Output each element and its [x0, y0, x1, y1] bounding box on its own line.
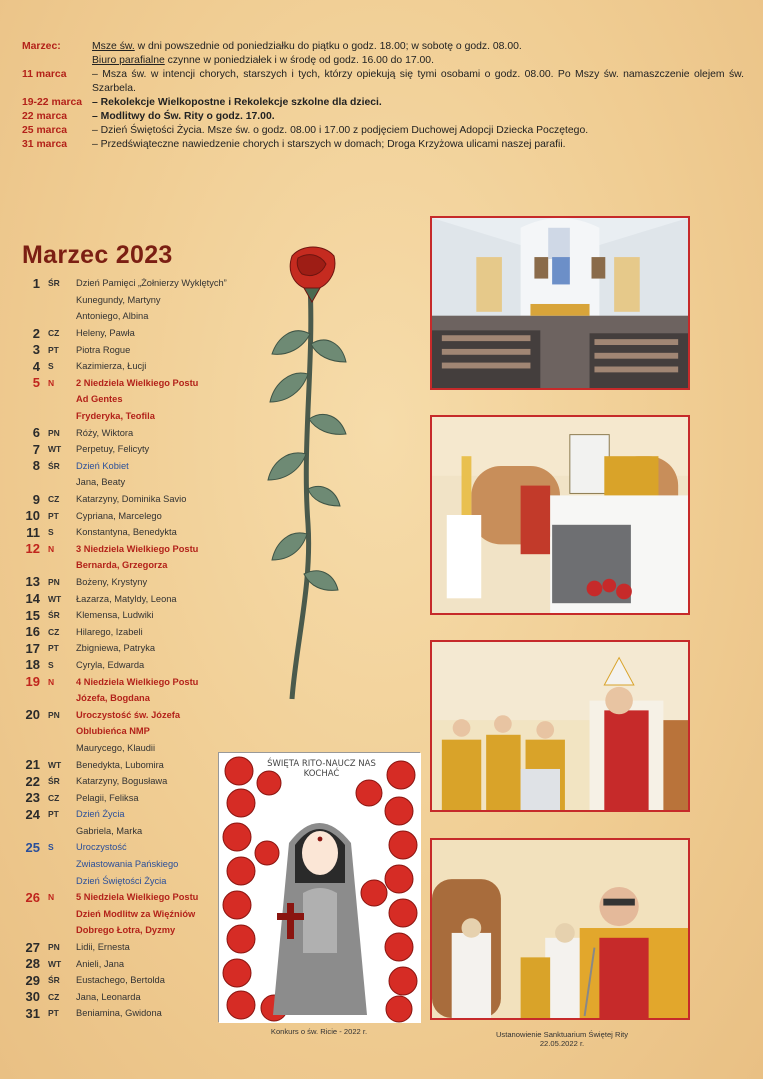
weekday: WT — [48, 958, 62, 969]
weekday: PT — [48, 643, 59, 654]
calendar-row — [22, 706, 282, 723]
calendar-row — [22, 275, 282, 292]
day-text: Katarzyny, Dominika Savio — [76, 494, 187, 505]
notice-date: 25 marca — [22, 125, 68, 136]
notice-body: – Rekolekcje Wielkopostne i Rekolekcje szkolne dla dzieci. — [92, 97, 382, 108]
notice-row — [22, 40, 744, 54]
notice-body: – Msza św. w intencji chorych, starszych i tych, którzy opiekują się tymi osobami o godz. 08.00. Po Mszy św. namaszczenie olejem św. Szarbela. — [92, 69, 744, 94]
day-text: Józefa, Bogdana — [76, 693, 150, 704]
caption-sanctuary-date: 22.05.2022 r. — [539, 1039, 585, 1048]
weekday: ŚR — [48, 975, 60, 986]
day-text: 2 Niedziela Wielkiego Postu — [76, 377, 199, 388]
weekday: N — [48, 377, 55, 388]
weekday: PN — [48, 576, 60, 587]
notice-body: czynne w poniedziałek i w środę od godz. 16.00 do 17.00. — [164, 55, 434, 66]
photo-priest-preaching — [430, 640, 690, 812]
weekday: S — [48, 659, 54, 670]
day-number: 31 — [25, 1005, 40, 1021]
day-text: Kazimierza, Łucji — [76, 361, 147, 372]
day-number: 28 — [25, 956, 40, 972]
notice-row — [22, 110, 744, 124]
weekday: CZ — [48, 626, 60, 637]
calendar-row — [22, 325, 282, 342]
notice-text — [92, 124, 744, 138]
calendar-row — [22, 491, 282, 508]
day-text: Perpetuy, Felicyty — [76, 444, 150, 455]
day-text: Dzień Życia — [76, 809, 125, 820]
weekday: S — [48, 842, 54, 853]
notice-row — [22, 68, 744, 96]
weekday: ŚR — [48, 776, 60, 787]
weekday: PN — [48, 427, 60, 438]
weekday: CZ — [48, 494, 60, 505]
day-text: Bożeny, Krystyny — [76, 576, 148, 587]
weekday: N — [48, 892, 55, 903]
day-text: Bernarda, Grzegorza — [76, 560, 168, 571]
day-number: 3 — [32, 342, 40, 358]
notice-date: 11 marca — [22, 69, 67, 80]
day-number: 21 — [25, 757, 40, 773]
weekday: ŚR — [48, 278, 60, 289]
weekday: CZ — [48, 991, 60, 1002]
calendar-row — [22, 541, 282, 558]
day-text: Pelagii, Feliksa — [76, 792, 139, 803]
day-number: 23 — [25, 790, 40, 806]
notice-label: Biuro parafialne — [92, 55, 165, 66]
day-text: Gabriela, Marka — [76, 825, 143, 836]
day-number: 29 — [25, 972, 40, 988]
day-text: Benedykta, Lubomira — [76, 759, 164, 770]
notice-date: 22 marca — [22, 111, 68, 122]
day-number: 17 — [25, 640, 40, 656]
day-number: 19 — [25, 674, 40, 690]
day-text: Jana, Leonarda — [76, 991, 141, 1002]
notice-text — [92, 40, 744, 54]
day-number: 25 — [25, 839, 40, 855]
photo-priest-at-microphone — [430, 838, 690, 1020]
weekday: WT — [48, 593, 62, 604]
day-text: Zbigniewa, Patryka — [76, 643, 156, 654]
day-number: 20 — [25, 707, 40, 723]
weekday: PN — [48, 709, 60, 720]
day-number: 1 — [32, 275, 40, 291]
weekday: S — [48, 361, 54, 372]
drawing-caption-text: ŚWIĘTA RITO-NAUCZ NAS KOCHAĆ — [267, 759, 376, 779]
notice-row — [22, 54, 744, 68]
calendar-row — [22, 391, 282, 408]
calendar-row — [22, 358, 282, 375]
calendar-row — [22, 341, 282, 358]
notice-label: Msze św. — [92, 41, 135, 52]
day-text: Lidii, Ernesta — [76, 942, 130, 953]
day-text: Kunegundy, Martyny — [76, 294, 161, 305]
notice-body: – Dzień Świętości Życia. Msze św. o godz. 08.00 i 17.00 z podjęciem Duchowej Adopcji Dziecka Poczętego. — [92, 125, 589, 136]
calendar-row — [22, 723, 282, 740]
notice-date: Marzec: — [22, 41, 61, 52]
notice-text — [92, 138, 744, 152]
day-text: Fryderyka, Teofila — [76, 411, 155, 422]
day-number: 13 — [25, 574, 40, 590]
day-text: Dzień Modlitw za Więźniów — [76, 908, 196, 919]
calendar-row — [22, 441, 282, 458]
day-number: 15 — [25, 607, 40, 623]
day-text: Piotra Rogue — [76, 344, 131, 355]
day-number: 10 — [25, 508, 40, 524]
day-number: 11 — [26, 524, 40, 540]
day-text: Róży, Wiktora — [76, 427, 134, 438]
notice-date — [22, 54, 92, 68]
day-number: 12 — [25, 541, 40, 557]
day-text: 4 Niedziela Wielkiego Postu — [76, 676, 199, 687]
day-text: Dobrego Łotra, Dyzmy — [76, 925, 176, 936]
day-text: Ad Gentes — [76, 394, 123, 405]
notice-text — [92, 68, 744, 96]
day-text: Maurycego, Klaudii — [76, 742, 156, 753]
weekday: ŚR — [48, 460, 60, 471]
calendar-row — [22, 375, 282, 392]
weekday: CZ — [48, 792, 60, 803]
weekday: WT — [48, 444, 62, 455]
day-text: Cypriana, Marcelego — [76, 510, 162, 521]
notice-date: 31 marca — [22, 139, 68, 150]
photo-bishop-with-document — [430, 415, 690, 615]
notice-text — [92, 96, 744, 110]
notice-body: – Przedświąteczne nawiedzenie chorych i starszych w domach; Droga Krzyżowa ulicami naszej parafii. — [92, 139, 566, 150]
day-number: 4 — [32, 358, 40, 374]
day-text: Uroczystość św. Józefa — [76, 709, 181, 720]
day-number: 18 — [25, 657, 40, 673]
weekday: PN — [48, 942, 60, 953]
day-number: 22 — [25, 773, 40, 789]
day-text: Beniamina, Gwidona — [76, 1008, 162, 1019]
weekday: ŚR — [48, 610, 60, 621]
notice-text — [92, 110, 744, 124]
weekday: WT — [48, 759, 62, 770]
calendar-row — [22, 657, 282, 674]
day-text: Dzień Pamięci „Żołnierzy Wyklętych” — [76, 278, 227, 289]
notice-text — [92, 54, 744, 68]
weekday: PT — [48, 510, 59, 521]
day-number: 30 — [25, 989, 40, 1005]
caption-sanctuary-title: Ustanowienie Sanktuarium Świętej Rity — [495, 1030, 629, 1039]
caption-contest: Konkurs o św. Ricie - 2022 r. — [270, 1027, 368, 1036]
weekday: N — [48, 543, 55, 554]
calendar-row — [22, 408, 282, 425]
day-text: Antoniego, Albina — [76, 311, 149, 322]
weekday: N — [48, 676, 55, 687]
day-text: Oblubieńca NMP — [76, 726, 150, 737]
day-text: Uroczystość — [76, 842, 127, 853]
calendar-row — [22, 308, 282, 325]
calendar-row — [22, 458, 282, 475]
calendar-row — [22, 623, 282, 640]
calendar-row — [22, 557, 282, 574]
weekday: PT — [48, 809, 59, 820]
day-text: 3 Niedziela Wielkiego Postu — [76, 543, 199, 554]
notice-date: 19-22 marca — [22, 97, 83, 108]
calendar-row — [22, 590, 282, 607]
rita-drawing — [218, 752, 420, 1022]
notice-row — [22, 96, 744, 110]
day-text: Katarzyny, Bogusława — [76, 776, 168, 787]
notice-body: w dni powszednie od poniedziałku do piątku o godz. 18.00; w sobotę o godz. 08.00. — [134, 41, 522, 52]
day-text: Heleny, Pawła — [76, 328, 135, 339]
day-text: Konstantyna, Benedykta — [76, 527, 177, 538]
day-number: 6 — [32, 425, 40, 441]
calendar-row — [22, 640, 282, 657]
rose-icon — [262, 244, 352, 704]
month-title: Marzec 2023 — [22, 241, 173, 269]
day-number: 14 — [25, 591, 40, 607]
day-text: Hilarego, Izabeli — [76, 626, 143, 637]
day-text: Dzień Kobiet — [76, 460, 129, 471]
calendar-row — [22, 607, 282, 624]
day-number: 8 — [32, 458, 40, 474]
calendar-row — [22, 292, 282, 309]
day-number: 2 — [32, 325, 40, 341]
day-number: 27 — [25, 939, 40, 955]
calendar-row — [22, 424, 282, 441]
calendar-row — [22, 574, 282, 591]
day-number: 16 — [25, 624, 40, 640]
calendar-row — [22, 673, 282, 690]
day-text: Klemensa, Ludwiki — [76, 610, 154, 621]
calendar-row — [22, 690, 282, 707]
calendar-row — [22, 507, 282, 524]
calendar-row — [22, 524, 282, 541]
weekday: PT — [48, 1008, 59, 1019]
weekday: CZ — [48, 328, 60, 339]
notices-section — [22, 40, 744, 152]
day-number: 26 — [25, 889, 40, 905]
day-number: 7 — [32, 441, 40, 457]
day-number: 24 — [25, 806, 40, 822]
day-number: 5 — [32, 375, 40, 391]
day-number: 9 — [32, 491, 40, 507]
day-text: Jana, Beaty — [76, 477, 126, 488]
notice-row — [22, 138, 744, 152]
day-text: Zwiastowania Pańskiego — [76, 859, 179, 870]
caption-sanctuary — [430, 1030, 694, 1048]
day-text: Dzień Świętości Życia — [76, 875, 167, 886]
notice-row — [22, 124, 744, 138]
calendar-row — [22, 474, 282, 491]
notice-body: – Modlitwy do Św. Rity o godz. 17.00. — [92, 111, 275, 122]
day-text: Eustachego, Bertolda — [76, 975, 165, 986]
weekday: S — [48, 527, 54, 538]
weekday: PT — [48, 344, 59, 355]
day-text: Anieli, Jana — [76, 958, 125, 969]
day-text: 5 Niedziela Wielkiego Postu — [76, 892, 199, 903]
day-text: Cyryla, Edwarda — [76, 659, 145, 670]
photo-church-interior — [430, 216, 690, 390]
day-text: Łazarza, Matyldy, Leona — [76, 593, 177, 604]
